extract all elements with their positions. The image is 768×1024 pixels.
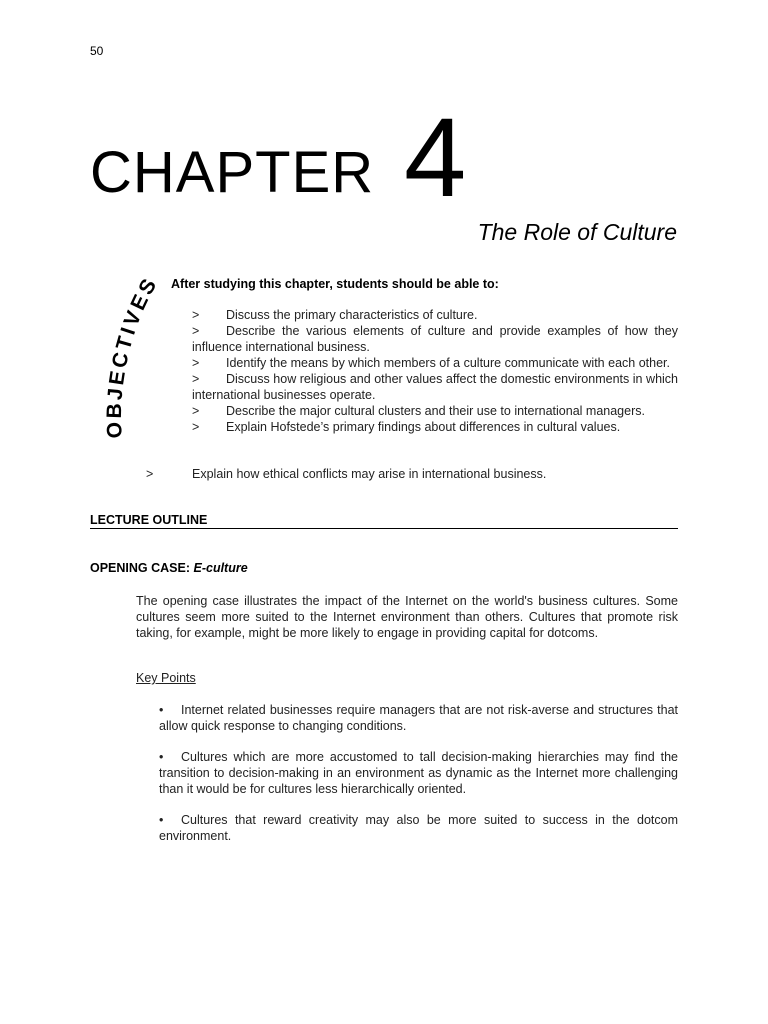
objectives-intro: After studying this chapter, students should be able to: xyxy=(171,277,499,291)
objective-item xyxy=(192,307,678,323)
page-number: 50 xyxy=(90,44,104,58)
objectives-banner-path-text: OBJECTIVES xyxy=(102,272,163,439)
objective-item xyxy=(192,371,678,403)
key-point-item xyxy=(159,702,678,734)
chapter-heading: CHAPTER xyxy=(90,140,375,205)
key-point-text: Internet related businesses require managers that are not risk-averse and structures that allow quick response to changing conditions. xyxy=(159,703,678,733)
key-point-item xyxy=(159,749,678,797)
bullet-marker: • xyxy=(159,750,164,764)
key-point-text: Cultures which are more accustomed to tall decision-making hierarchies may find the transition to decision-making in an environment as dynamic as the Internet more challenging than it would be for cultures less hierarchically oriented. xyxy=(159,750,678,796)
objective-item xyxy=(192,403,678,419)
objective-marker: > xyxy=(192,308,200,322)
opening-case-name: E-culture xyxy=(193,561,248,575)
bullet-marker: • xyxy=(159,703,164,717)
objective-marker: > xyxy=(192,420,200,434)
objective-item xyxy=(192,355,678,371)
objective-text: Explain Hofstede’s primary findings about differences in cultural values. xyxy=(226,420,621,434)
lecture-outline-heading: LECTURE OUTLINE xyxy=(90,513,678,529)
objective-item xyxy=(146,466,546,482)
opening-case-label: OPENING CASE: xyxy=(90,561,191,575)
objective-marker: > xyxy=(192,372,200,386)
objective-item xyxy=(192,419,678,435)
objective-marker: > xyxy=(192,356,200,370)
objective-marker: > xyxy=(192,404,200,418)
objectives-banner-text xyxy=(103,273,163,439)
opening-case-summary: The opening case illustrates the impact of the Internet on the world's business cultures. Some cultures seem more suited to the Internet environment than others. Cultures that promote risk taking, for example, might be more likely to engage in providing capital for dotcoms. xyxy=(136,594,678,640)
objective-text: Discuss how religious and other values affect the domestic environments in which international businesses operate. xyxy=(192,372,678,402)
chapter-number: 4 xyxy=(404,95,467,220)
bullet-marker: • xyxy=(159,813,164,827)
key-point-text: Cultures that reward creativity may also be more suited to success in the dotcom environment. xyxy=(159,813,678,843)
objective-marker: > xyxy=(192,324,200,338)
chapter-title: The Role of Culture xyxy=(477,219,677,245)
opening-case-heading xyxy=(90,561,248,575)
key-point-item xyxy=(159,812,678,844)
objective-text: Describe the major cultural clusters and their use to international managers. xyxy=(226,404,645,418)
objective-item xyxy=(192,323,678,355)
objective-text: Discuss the primary characteristics of culture. xyxy=(226,308,478,322)
objective-text: Identify the means by which members of a culture communicate with each other. xyxy=(226,356,670,370)
objective-marker: > xyxy=(146,467,154,481)
key-points-heading: Key Points xyxy=(136,671,196,685)
objective-text: Describe the various elements of culture and provide examples of how they influence international business. xyxy=(192,324,678,354)
objective-text: Explain how ethical conflicts may arise in international business. xyxy=(192,467,547,481)
objectives-list xyxy=(192,307,678,435)
